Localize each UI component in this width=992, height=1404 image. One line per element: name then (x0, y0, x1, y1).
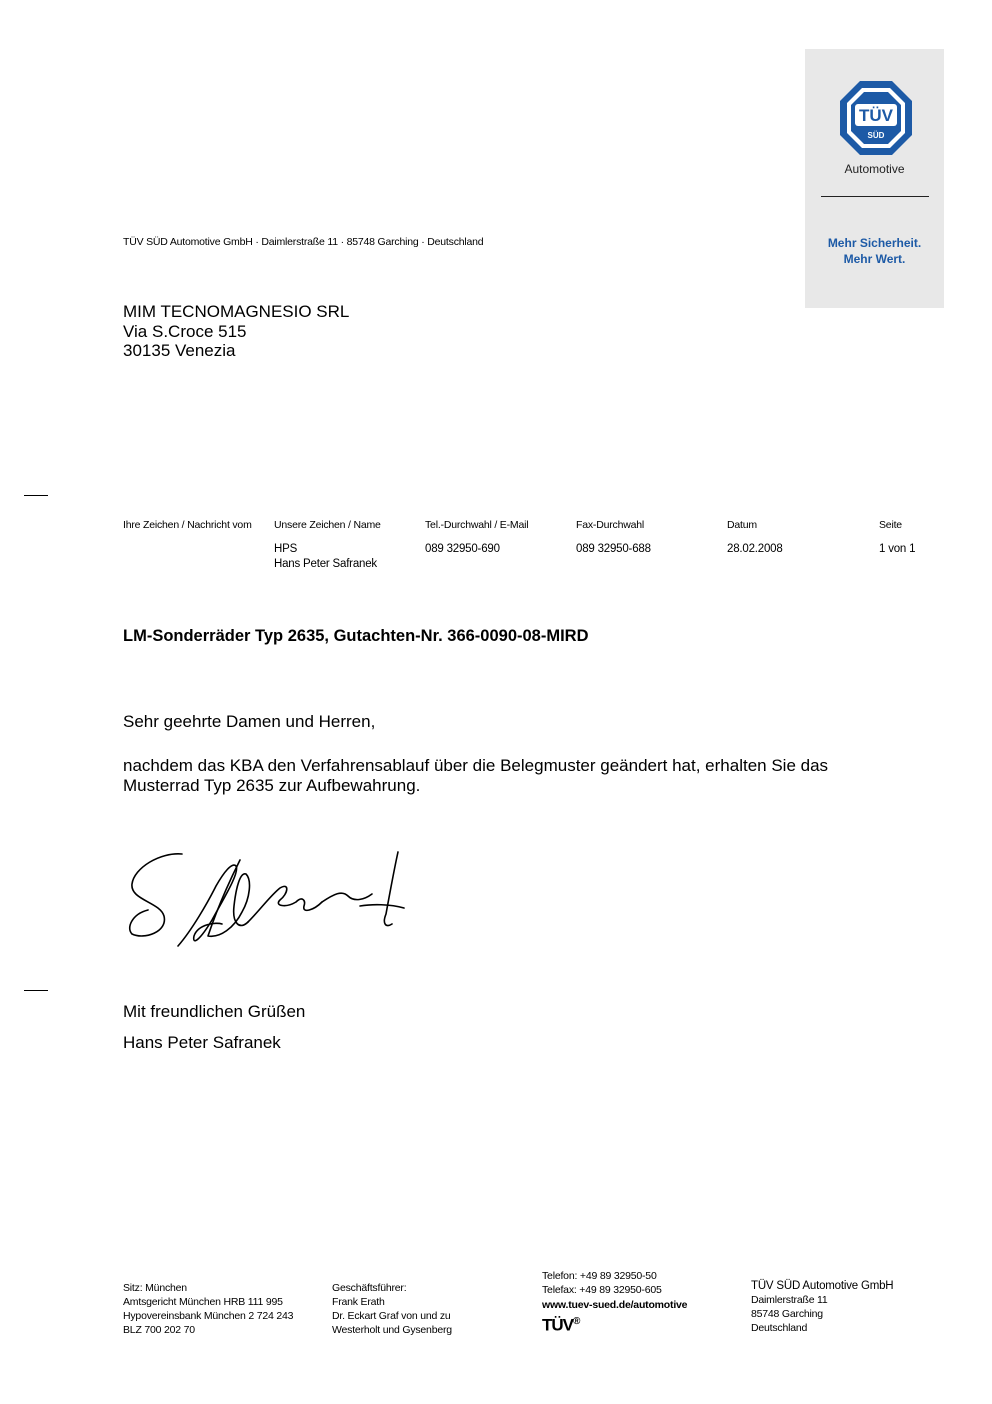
fold-mark-top (24, 495, 48, 496)
ref-label-fax: Fax-Durchwahl (576, 519, 645, 531)
ref-value-our-ref-code: HPS (274, 543, 298, 555)
fold-mark-bottom (24, 990, 48, 991)
footer-line: Dr. Eckart Graf von und zu (332, 1310, 451, 1322)
body-paragraph (123, 756, 828, 796)
footer-company-name: TÜV SÜD Automotive GmbH (751, 1280, 894, 1292)
recipient-address (123, 302, 349, 361)
tuv-logo-panel (805, 49, 944, 308)
slogan-line-2: Mehr Wert. (843, 252, 906, 266)
closing: Mit freundlichen Grüßen (123, 1002, 306, 1021)
logo-divider (821, 196, 929, 197)
logo-sub-text: SÜD (867, 131, 885, 140)
footer-tuv-mark (542, 1315, 687, 1333)
ref-value-date: 28.02.2008 (727, 543, 783, 555)
recipient-street: Via S.Croce 515 (123, 321, 247, 341)
footer-registration (123, 1281, 293, 1337)
tuv-sud-octagon-logo (838, 79, 914, 157)
signer-name: Hans Peter Safranek (123, 1033, 281, 1052)
logo-division: Automotive (844, 162, 905, 176)
footer-management (332, 1281, 452, 1337)
ref-label-date: Datum (727, 519, 757, 531)
ref-label-phone: Tel.-Durchwahl / E-Mail (425, 519, 529, 531)
ref-value-our-ref-name: Hans Peter Safranek (274, 558, 377, 570)
footer-line: 85748 Garching (751, 1308, 823, 1320)
ref-value-fax: 089 32950-688 (576, 543, 651, 555)
letter-subject: LM-Sonderräder Typ 2635, Gutachten-Nr. 366-0090-08-MIRD (123, 627, 589, 645)
footer-line: Frank Erath (332, 1296, 385, 1308)
salutation: Sehr geehrte Damen und Herren, (123, 712, 376, 731)
footer-line: Deutschland (751, 1322, 808, 1334)
ref-label-page: Seite (879, 519, 902, 531)
ref-value-page: 1 von 1 (879, 543, 916, 555)
slogan-line-1: Mehr Sicherheit. (827, 236, 922, 250)
footer-line: Westerholt und Gysenberg (332, 1324, 452, 1336)
logo-brand-text: TÜV (859, 106, 893, 125)
footer-company-address (751, 1279, 893, 1335)
body-paragraph-line-2: Musterrad Typ 2635 zur Aufbewahrung. (123, 776, 421, 795)
footer-line: BLZ 700 202 70 (123, 1324, 195, 1336)
recipient-company: MIM TECNOMAGNESIO SRL (123, 302, 350, 321)
ref-value-phone: 089 32950-690 (425, 543, 500, 555)
handwritten-signature (120, 840, 420, 960)
registered-mark: ® (573, 1316, 580, 1327)
ref-label-our-ref: Unsere Zeichen / Name (274, 519, 381, 531)
footer-fax: Telefax: +49 89 32950-605 (542, 1284, 662, 1296)
footer-phone: Telefon: +49 89 32950-50 (542, 1270, 657, 1282)
footer-website-link[interactable]: www.tuev-sued.de/automotive (542, 1299, 688, 1311)
ref-label-your-ref: Ihre Zeichen / Nachricht vom (123, 519, 252, 531)
footer-line: Sitz: München (123, 1282, 187, 1294)
recipient-city: 30135 Venezia (123, 341, 236, 360)
ref-value-our-ref (274, 542, 377, 572)
sender-return-address: TÜV SÜD Automotive GmbH · Daimlerstraße 11 · 85748 Garching · Deutschland (123, 236, 484, 248)
footer-line: Hypovereinsbank München 2 724 243 (123, 1310, 294, 1322)
footer-line: Geschäftsführer: (332, 1282, 407, 1294)
footer-contact (542, 1269, 687, 1333)
footer-tuv-mark-text: TÜV (542, 1315, 573, 1335)
footer-line: Daimlerstraße 11 (751, 1294, 828, 1306)
body-paragraph-line-1: nachdem das KBA den Verfahrensablauf über die Belegmuster geändert hat, erhalten Sie das (123, 756, 829, 775)
footer-line: Amtsgericht München HRB 111 995 (123, 1296, 283, 1308)
